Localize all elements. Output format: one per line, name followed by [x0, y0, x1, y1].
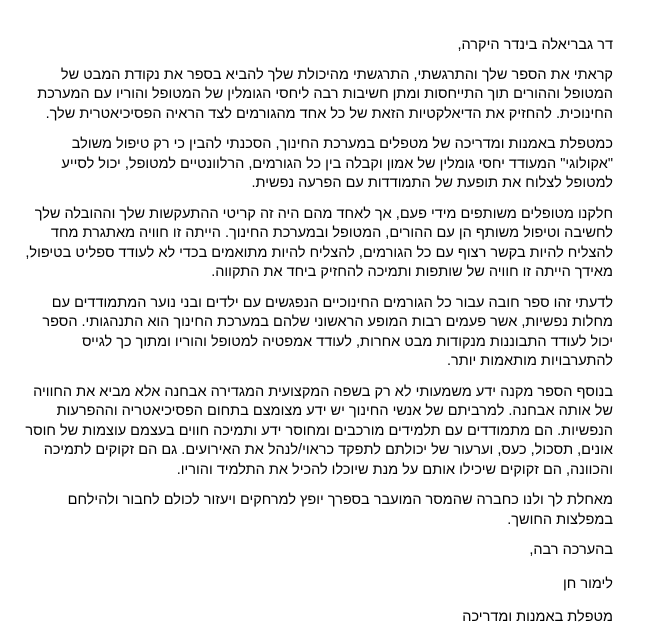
signature-name: לימור חן — [563, 575, 613, 592]
paragraph-line: "אקולוגי" המעודד יחסי גומלין של אמון וקבלה בין כל הגורמים, הרלוונטיים למטופל, יכול לסייע — [61, 155, 613, 172]
paragraph-3 — [25, 205, 613, 283]
paragraph-line: חלקנו מטופלים משותפים מידי פעם, אך לאחד מהם היה זה קריטי ההתעקשות שלך וההובלה שלך — [34, 205, 613, 222]
paragraph-line: לחשיבה וטיפול משותף הן עם ההורים, המטופל ובמערכת החינוך. הייתה זו חוויה מאתגרת מחד — [50, 225, 613, 241]
paragraph-line: להתערבויות מותאמות יותר. — [446, 353, 613, 369]
paragraph-line: מחלות נפשיות, אשר פעמים רבות המופע הראשוני שלהם במערכת החינוך הוא התנהגותי. הספר — [42, 314, 613, 330]
paragraph-4 — [40, 294, 613, 372]
paragraph-line: למטופל לצלוח את תופעת של התמודדות עם הפרעה נפשית. — [251, 175, 613, 191]
paragraph-2 — [40, 135, 613, 194]
letter-greeting: דר גבריאלה בינדר היקרה, — [457, 37, 613, 53]
paragraph-1 — [37, 66, 613, 125]
signature-title: מטפלת באמנות ומדריכה — [462, 609, 613, 625]
paragraph-line: מאחלת לך ולנו כחברה שהמסר המועבר בספרך יופץ למרחקים ויעזור לכולם לחבור ולהילחם — [67, 492, 613, 508]
paragraph-line: להצליח להיות בקשר רצוף עם כל הגורמים, להצליח להיות מתואמים בכדי לא לעודד ספליט בטיפול, — [25, 244, 613, 261]
paragraph-5 — [25, 383, 613, 481]
paragraph-line: הנפשיות. הם מתמודדים עם תלמידים מורכבים ומחוסר ידע ותמיכה חווים בעצמם עוצמות של חוסר — [25, 422, 613, 439]
paragraph-line: אונים, תסכול, כעס, וערעור של יכולתם לתפקד כראוי/לנהל את האירועים. גם הם זקוקים לתמיכה — [43, 442, 613, 458]
paragraph-line: מאידך הייתה זו חוויה של שותפות ותמיכה להחזיק ביחד את התקווה. — [211, 264, 613, 280]
paragraph-line: כמטפלת באמנות ומדריכה של מטפלים במערכת החינוך, הסכנתי להבין כי רק טיפול משולב — [71, 136, 613, 152]
paragraph-line: במפלצות החושך. — [507, 511, 613, 528]
paragraph-line: והכוונה, הם זקוקים שיכילו אותם על מנת שיוכלו להכיל את התלמיד והוריו. — [176, 461, 613, 478]
paragraph-line: החינוכית. להחזיק את הדיאלקטיות הזאת של כל אחד מהגורמים לצד הראיה הפסיכיאטרית שלך. — [45, 105, 613, 122]
paragraph-line: לדעתי זהו ספר חובה עבור כל הגורמים החינוכיים הנפגשים עם ילדים ובני נוער המתמודדים עם — [51, 294, 613, 311]
letter-closing: בהערכה רבה, — [529, 542, 613, 558]
paragraph-line: של אותה אבחנה. למרביתם של אנשי החינוך יש ידע מצומצם בתחום הפסיכיאטריה וההפרעות — [56, 403, 613, 419]
paragraph-line: המטופל וההורים תוך התייחסות ומתן חשיבות רבה ליחסי הגומלין של המטופל והוריו עם המערכת — [37, 86, 613, 102]
paragraph-line: קראתי את הספר שלך והתרגשתי, התרגשתי מהיכולת שלך להביא בספר את נקודת המבט של — [60, 66, 613, 83]
paragraph-line: בנוסף הספר מקנה ידע משמעותי לא רק בשפה המקצועית המגדירה אבחנה אלא מביא את החוויה — [33, 383, 613, 400]
paragraph-6 — [40, 491, 613, 530]
paragraph-line: יכול לעודד התבוננות מנקודות מבט אחרות, לעודד אמפטיה למטופל והוריו ומתוך כך לגייס — [81, 333, 613, 350]
